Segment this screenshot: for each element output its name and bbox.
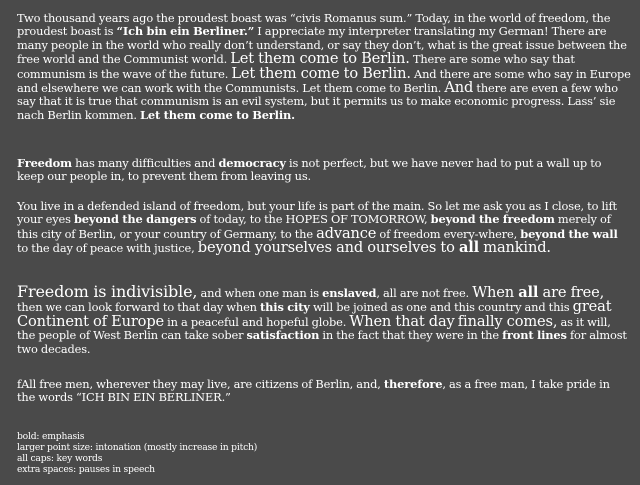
para-island-span: beyond the wall [520, 226, 618, 241]
paragraph-wall [17, 157, 631, 184]
para-wall-span: Freedom [17, 156, 72, 170]
para-indivisible-span: all [518, 284, 539, 301]
para-romanus-span: And [444, 79, 474, 97]
paragraph-berliner [17, 378, 631, 405]
para-indivisible-span: will be joined as one and this country and this [309, 300, 573, 315]
legend-item-caps: all caps: key words [17, 453, 103, 464]
para-indivisible-span: this city [260, 300, 310, 315]
para-indivisible-span: finally comes, [457, 312, 558, 330]
para-indivisible-span: then we can look forward to that day when [17, 300, 261, 315]
para-indivisible-span: front lines [502, 328, 567, 343]
para-romanus-span: “Ich bin ein Berliner.” [116, 24, 255, 39]
para-wall-span: democracy [218, 156, 286, 170]
para-romanus-span: Let them come to Berlin. [230, 50, 410, 68]
para-romanus-span: I appreciate my interpreter translating my German! There are many people in the world who really don’t understand, or say they don’t, what is the great issue between the free world and the Communist world. [17, 24, 627, 67]
para-wall-span: has many difficulties and [71, 156, 219, 170]
para-indivisible-span: enslaved [322, 286, 377, 300]
para-island-span: merely of this city of Berlin, or your country of Germany, to the [17, 212, 611, 241]
para-island-span: beyond yourselves and ourselves to [197, 239, 459, 257]
para-romanus-span: Let them come to Berlin. [231, 64, 411, 82]
para-indivisible-span: in the fact that they were in the [319, 328, 503, 343]
para-indivisible-span: great Continent of Europe [17, 298, 612, 330]
para-romanus-span: Let them come to Berlin. [140, 107, 295, 122]
legend-item-spaces: extra spaces: pauses in speech [17, 464, 155, 475]
para-wall-span: is not perfect, but we have never had to put a wall up to keep our people in, to prevent them from leaving us. [17, 156, 602, 184]
para-indivisible-span: and when one man is [197, 286, 323, 300]
para-berliner-span: , as a free man, I take pride in the words “ICH BIN EIN BERLINER.” [17, 377, 610, 405]
para-indivisible-span: in a peaceful and hopeful globe. [164, 314, 350, 329]
para-indivisible-span: as it will, the people of West Berlin can take sober [17, 314, 611, 343]
para-island-span: You live in a defended island of freedom, but your life is part of the main. So let me ask you as I close, to lift your eyes [17, 199, 617, 227]
para-indivisible-span: When that day [349, 312, 455, 330]
paragraph-indivisible [17, 282, 631, 356]
para-island-span: mankind. [479, 239, 551, 257]
para-island-span: all [458, 239, 480, 257]
paragraph-romanus [17, 12, 631, 122]
para-berliner-span: fAll free men, wherever they may live, are citizens of Berlin, and, [17, 377, 384, 391]
annotation-legend [17, 431, 257, 475]
para-island-span: of today, to the HOPES OF TOMORROW, [196, 212, 431, 227]
legend-item-bold: bold: emphasis [17, 431, 85, 442]
legend-item-size: larger point size: intonation (mostly increase in pitch) [17, 442, 258, 453]
para-indivisible-span: for almost two decades. [17, 328, 627, 356]
para-romanus-span: Two thousand years ago the proudest boast was “civis Romanus sum.” Today, in the world of freedom, the proudest boast is [17, 11, 611, 39]
para-romanus-span: there are even a few who say that it is true that communism is an evil system, but it permits us to make economic progress. Lass’ sie nach Berlin kommen. [17, 81, 618, 122]
para-indivisible-span: When [472, 284, 519, 301]
para-romanus-span: And there are some who say in Europe and elsewhere we can work with the Communists. Let them come to Berlin. [17, 66, 631, 96]
para-island-span: to the day of peace with justice, [17, 241, 198, 256]
para-indivisible-span: are free, [538, 284, 605, 301]
paragraph-island [17, 200, 631, 256]
para-romanus-span: There are some who say that communism is the wave of the future. [17, 52, 575, 81]
para-indivisible-span: satisfaction [246, 328, 320, 343]
para-indivisible-span: , all are not free. [376, 286, 473, 300]
para-island-span: of freedom every-where, [376, 226, 521, 241]
para-indivisible-span: Freedom is indivisible, [17, 282, 198, 301]
para-island-span: beyond the dangers [73, 212, 197, 227]
para-berliner-span: therefore [383, 377, 443, 391]
para-island-span: advance [316, 224, 377, 242]
para-island-span: beyond the freedom [430, 212, 555, 227]
